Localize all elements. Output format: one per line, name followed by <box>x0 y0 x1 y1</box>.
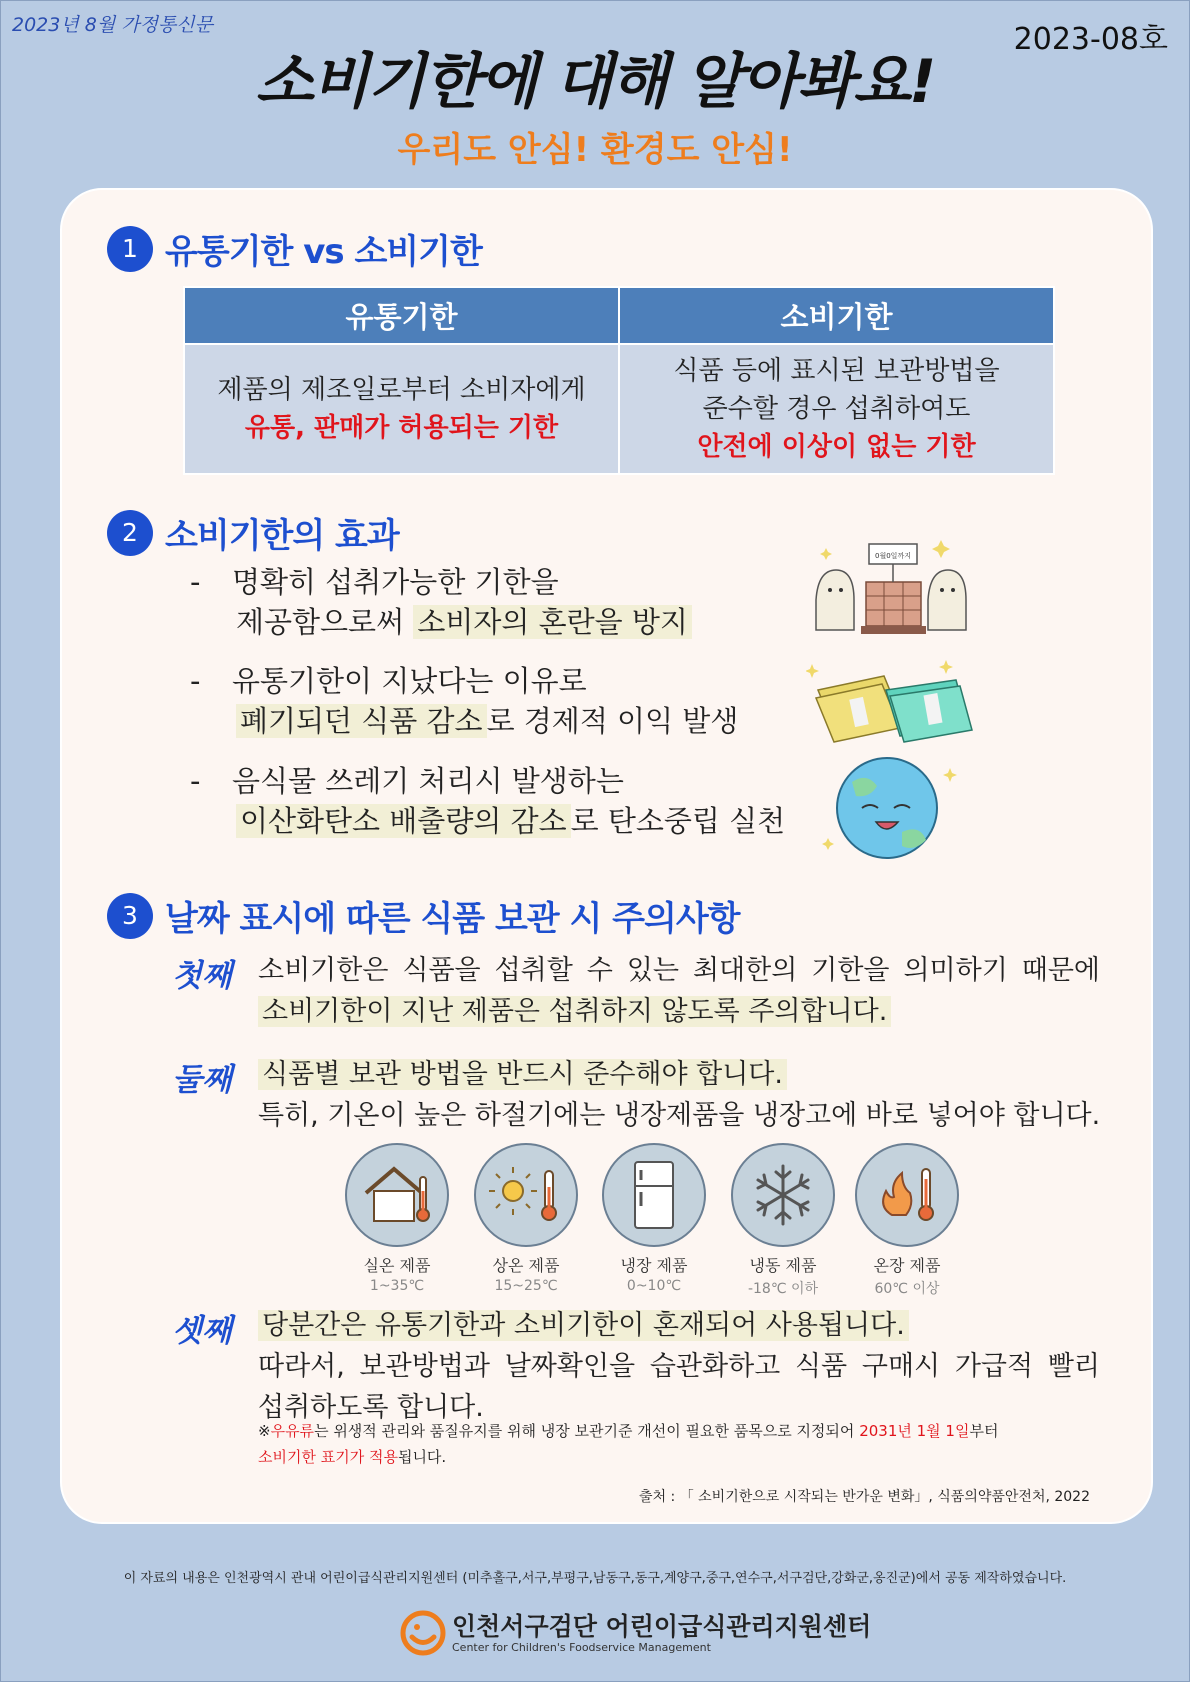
consumers-illustration <box>806 530 976 640</box>
distribution-definition: 제품의 제조일로부터 소비자에게 <box>217 375 586 405</box>
ordinal-second: 둘째 <box>172 1062 232 1098</box>
storage-frozen <box>730 1143 836 1298</box>
distribution-definition-highlight: 유통, 판매가 허용되는 기한 <box>244 413 559 443</box>
table-header-consumption: 소비기한 <box>619 287 1054 344</box>
center-logo <box>400 1610 871 1656</box>
earth-illustration <box>822 752 972 862</box>
consumption-definition-1: 식품 등에 표시된 보관방법을 <box>673 356 1000 386</box>
storage-name: 상온 제품 <box>492 1256 560 1275</box>
note-highlight: 우유류 <box>270 1422 315 1440</box>
storage-name: 실온 제품 <box>363 1256 431 1275</box>
storage-normal-temp <box>473 1143 579 1294</box>
effect-highlight: 폐기되던 식품 감소 <box>236 704 487 738</box>
section1-title: 유통기한 vs 소비기한 <box>165 232 482 272</box>
issue-number: 2023-08호 <box>1013 22 1168 57</box>
issue-label: 2023년 8월 가정통신문 <box>12 14 213 36</box>
section1-heading <box>107 224 482 273</box>
storage-name: 냉동 제품 <box>749 1256 817 1275</box>
section2-number: 2 <box>107 510 153 556</box>
storage-range: 15~25℃ <box>494 1278 558 1294</box>
center-name-english: Center for Children's Foodservice Management <box>452 1640 711 1654</box>
storage-range: -18℃ 이하 <box>747 1281 819 1297</box>
effect-text: 제공함으로써 <box>236 605 414 639</box>
refrigerator-icon <box>602 1143 706 1247</box>
ordinal-first: 첫째 <box>172 958 232 994</box>
table-cell-consumption <box>619 344 1054 474</box>
second-paragraph <box>258 1054 1101 1136</box>
table-cell-distribution <box>184 344 619 474</box>
third-line1-highlight: 당분간은 유통기한과 소비기한이 혼재되어 사용됩니다. <box>258 1310 909 1341</box>
section3-heading <box>107 891 740 940</box>
storage-range: 60℃ 이상 <box>874 1281 940 1297</box>
consumption-definition-highlight: 안전에 이상이 없는 기한 <box>697 432 976 462</box>
effect-line2 <box>236 701 738 741</box>
section2-title: 소비기한의 효과 <box>165 516 399 556</box>
storage-room-temp <box>344 1143 450 1294</box>
storage-name: 냉장 제품 <box>620 1256 688 1275</box>
storage-warm <box>854 1143 960 1298</box>
page-subtitle: 우리도 안심! 환경도 안심! <box>397 130 793 170</box>
effect-highlight: 이산화탄소 배출량의 감소 <box>236 804 571 838</box>
third-line3: 섭취하도록 합니다. <box>258 1392 484 1423</box>
section2-heading <box>107 508 399 557</box>
effect-line1: 음식물 쓰레기 처리시 발생하는 <box>232 764 624 798</box>
note-date: 2031년 1월 1일 <box>859 1422 970 1440</box>
money-illustration <box>806 650 976 745</box>
storage-range: 0~10℃ <box>626 1278 682 1294</box>
storage-name: 온장 제품 <box>873 1256 941 1275</box>
comparison-table <box>183 286 1055 475</box>
note-text: 는 위생적 관리와 품질유지를 위해 냉장 보관기준 개선이 필요한 품목으로 지정되어 <box>314 1422 860 1440</box>
storage-refrigerated <box>601 1143 707 1294</box>
effect-highlight: 소비자의 혼란을 방지 <box>413 605 692 639</box>
snowflake-icon <box>731 1143 835 1247</box>
flame-thermometer-icon <box>855 1143 959 1247</box>
bullet-dash: - <box>190 764 201 798</box>
bullet-dash: - <box>190 565 201 599</box>
section1-number: 1 <box>107 226 153 272</box>
first-paragraph <box>258 950 1100 1032</box>
center-name: 인천서구검단 어린이급식관리지원센터 <box>452 1611 872 1641</box>
source-citation: 출처 : 「 소비기한으로 시작되는 반가운 변화」, 식품의약품안전처, 2022 <box>639 1489 1090 1505</box>
effect-line1: 유통기한이 지났다는 이유로 <box>232 664 587 698</box>
section3-number: 3 <box>107 893 153 939</box>
sun-thermometer-icon <box>474 1143 578 1247</box>
center-logo-icon <box>400 1610 446 1656</box>
note-mark: ※ <box>258 1422 271 1440</box>
effect-text: 로 경제적 이익 발생 <box>486 704 739 738</box>
house-thermometer-icon <box>345 1143 449 1247</box>
effect-line2 <box>236 602 692 642</box>
effect-line1: 명확히 섭취가능한 기한을 <box>232 565 559 599</box>
note-text: 됩니다. <box>397 1448 447 1466</box>
second-line2: 특히, 기온이 높은 하절기에는 냉장제품을 냉장고에 바로 넣어야 합니다. <box>258 1100 1101 1131</box>
first-line2-highlight: 소비기한이 지난 제품은 섭취하지 않도록 주의합니다. <box>258 996 891 1027</box>
milk-note <box>258 1418 1098 1470</box>
footer-credits: 이 자료의 내용은 인천광역시 관내 어린이급식관리지원센터 (미추홀구,서구,부평구,남동구,동구,계양구,중구,연수구,서구검단,강화군,옹진군)에서 공동 제작하였습니다. <box>123 1571 1067 1586</box>
page-title: 소비기한에 대해 알아봐요! <box>255 47 935 117</box>
third-paragraph <box>258 1305 1100 1428</box>
sign-text: 0월0일까지 <box>875 552 911 560</box>
bullet-dash: - <box>190 664 201 698</box>
note-text: 부터 <box>969 1422 999 1440</box>
section3-title: 날짜 표시에 따른 식품 보관 시 주의사항 <box>165 899 740 939</box>
consumption-definition-2: 준수할 경우 섭취하여도 <box>702 394 971 424</box>
effect-text: 로 탄소중립 실천 <box>570 804 786 838</box>
first-line1: 소비기한은 식품을 섭취할 수 있는 최대한의 기한을 의미하기 때문에 <box>258 955 1100 986</box>
note-highlight: 소비기한 표기가 적용 <box>258 1448 398 1466</box>
third-line2: 따라서, 보관방법과 날짜확인을 습관화하고 식품 구매시 가급적 빨리 <box>258 1351 1100 1382</box>
storage-range: 1~35℃ <box>369 1278 425 1294</box>
effect-line2 <box>236 801 785 841</box>
ordinal-third: 셋째 <box>172 1313 232 1349</box>
second-line1-highlight: 식품별 보관 방법을 반드시 준수해야 합니다. <box>258 1059 787 1090</box>
table-header-distribution: 유통기한 <box>184 287 619 344</box>
